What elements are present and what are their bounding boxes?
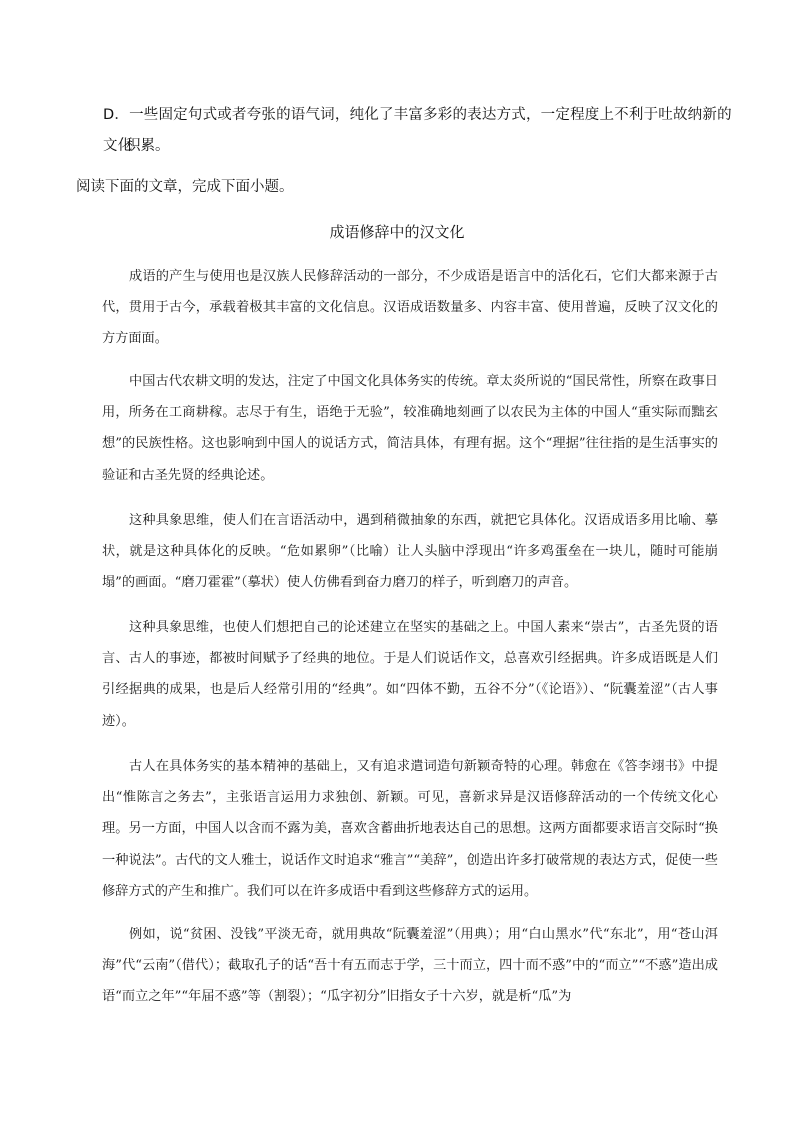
option-d-continuation: 积累。 <box>126 138 170 154</box>
article-paragraph: 这种具象思维，也使人们想把自己的论述建立在坚实的基础之上。中国人素来“崇古”，古圣先贤的语言、古人的事迹，都被时间赋予了经典的地位。于是人们说话作文，总喜欢引经据典。许多成语既是人们引经据典的成果，也是后人经常引用的“经典”。如“四体不勤，五谷不分”（《论语》）、“阮囊羞涩”（古人事迹）。 <box>102 620 718 729</box>
article-paragraph: 古人在具体务实的基本精神的基础上，又有追求遣词造句新颖奇特的心理。韩愈在《答李翊书》中提出“惟陈言之务去”，主张语言运用力求独创、新颖。可见，喜新求异是汉语修辞活动的一个传统文化心理。另一方面，中国人以含而不露为美，喜欢含蓄曲折地表达自己的思想。这两方面都要求语言交际时“换一种说法”。古代的文人雅士，说话作文时追求“雅言”“美辞”，创造出许多打破常规的表达方式，促使一些修辞方式的产生和推广。我们可以在许多成语中看到这些修辞方式的运用。 <box>102 759 718 899</box>
article-paragraph: 例如，说“贫困、没钱”平淡无奇，就用典故“阮囊羞涩”（用典）；用“白山黑水”代“东北”，用“苍山洱海”代“云南”（借代）；截取孔子的话“吾十有五而志于学，三十而立，四十而不惑”中的“而立”“不惑”造出成语“而立之年”“年届不惑”等（割裂）；“瓜字初分”旧指女子十六岁，就是析“瓜”为 <box>102 927 718 1005</box>
article-paragraph: 成语的产生与使用也是汉族人民修辞活动的一部分，不少成语是语言中的活化石，它们大都来源于古代，贯用于古今，承载着极其丰富的文化信息。汉语成语数量多、内容丰富、使用普遍，反映了汉文化的方方面面。 <box>102 269 718 347</box>
reading-instruction: 阅读下面的文章，完成下面小题。 <box>76 179 294 195</box>
option-d-label: D． <box>103 107 130 123</box>
article-paragraph: 中国古代农耕文明的发达，注定了中国文化具体务实的传统。章太炎所说的“国民常性，所察在政事日用，所务在工商耕稼。志尽于有生，语绝于无验”，较准确地刻画了以农民为主体的中国人“重实际而黜玄想”的民族性格。这也影响到中国人的说话方式，简洁具体，有理有据。这个“理据”往往指的是生活事实的验证和古圣先贤的经典论述。 <box>102 374 718 483</box>
option-d <box>103 100 743 162</box>
option-d-text: 一些固定句式或者夸张的语气词，纯化了丰富多彩的表达方式，一定程度上不利于吐故纳新的文化 <box>103 107 732 154</box>
article-title: 成语修辞中的汉文化 <box>329 223 465 241</box>
article-paragraph: 这种具象思维，使人们在言语活动中，遇到稍微抽象的东西，就把它具体化。汉语成语多用比喻、摹状，就是这种具体化的反映。“危如累卵”（比喻）让人头脑中浮现出“许多鸡蛋垒在一块儿，随时可能崩塌”的画面。“磨刀霍霍”（摹状）使人仿佛看到奋力磨刀的样子，听到磨刀的声音。 <box>102 513 718 591</box>
